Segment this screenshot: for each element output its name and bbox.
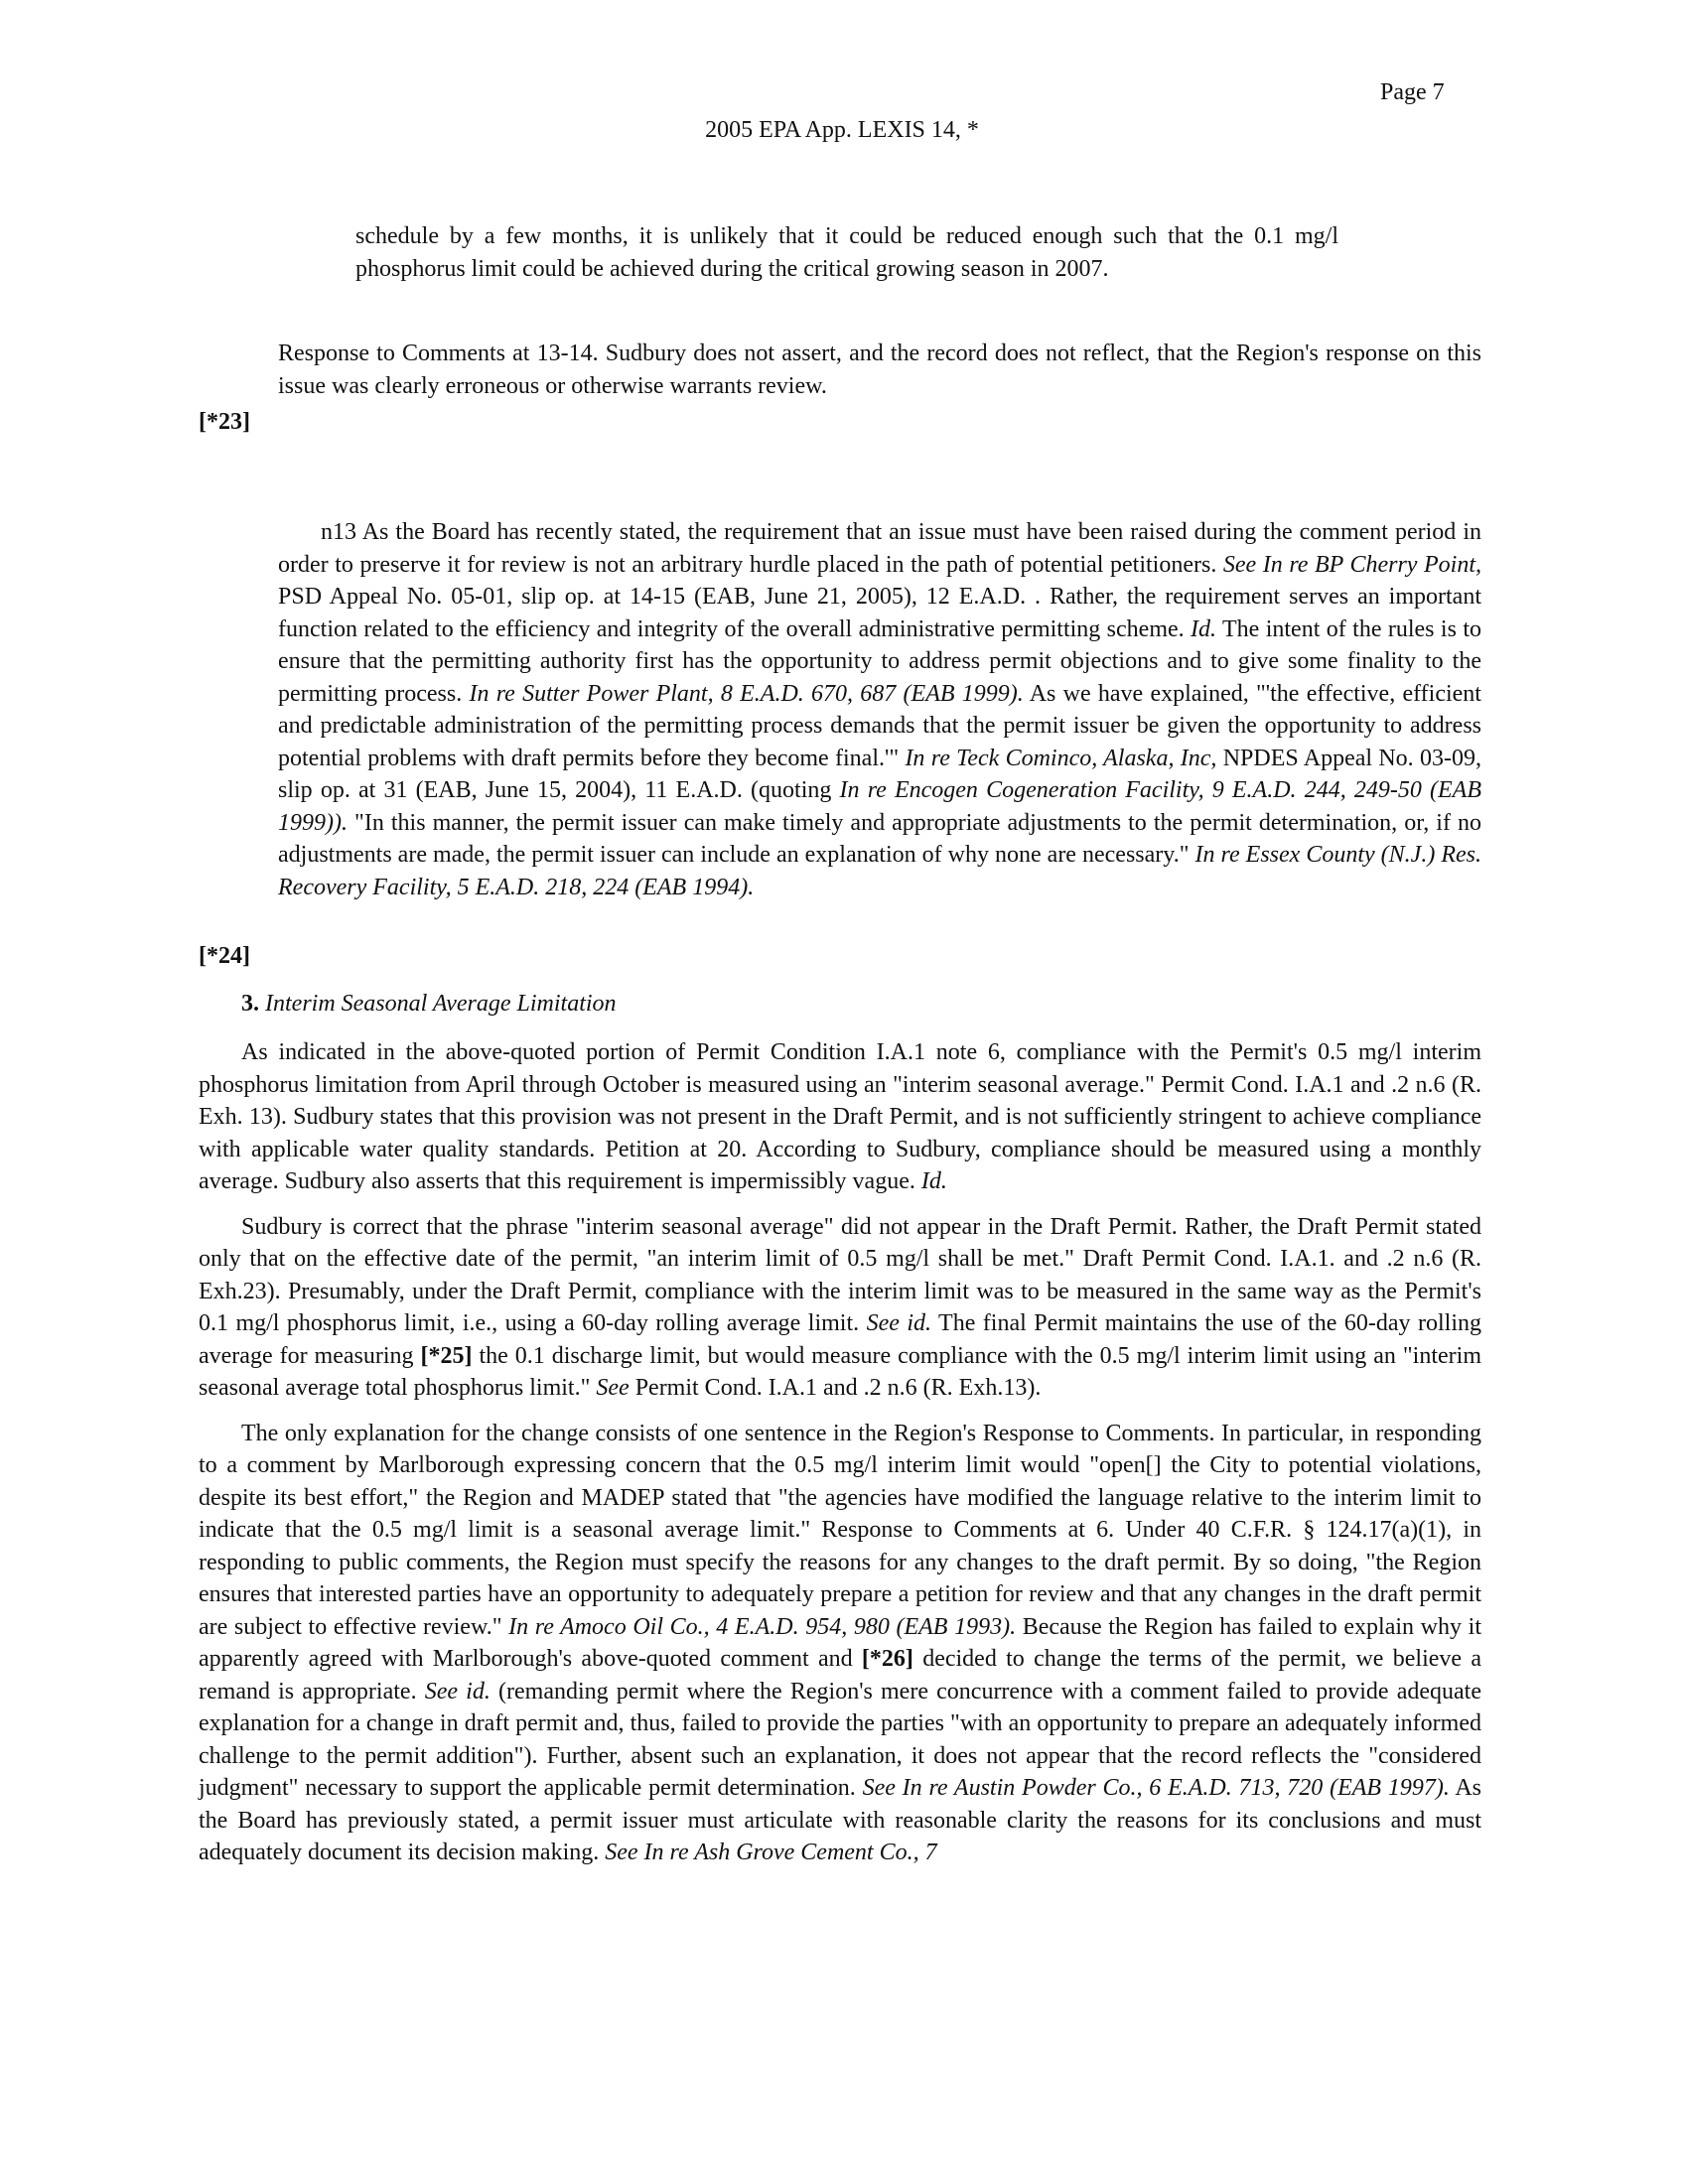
paragraph-3: The only explanation for the change consists of one sentence in the Region's Response to Comments. In particular, in responding to a comment by Marlborough expressing concern that the 0.5 mg/l interim limit would "open[] the City to potential violations, despite its best effort," the Region and MADEP stated that "the agencies have modified the language relative to the interim limit to indicate that the 0.5 mg/l limit is a seasonal average limit." Response to Comments at 6. Under 40 C.F.R. § 124.17(a)(1), in responding to public comments, the Region must specify the reasons for any changes to the draft permit. By so doing, "the Region ensures that interested parties have an opportunity to adequately prepare a petition for review and that any changes in the draft permit are subject to effective review." In re Amoco Oil Co., 4 E.A.D. 954, 980 (EAB 1993). Because the Region has failed to explain why it apparently agreed with Marlborough's above-quoted comment and [*26] decided to change the terms of the permit, we believe a remand is appropriate. See id. (remanding permit where the Region's mere concurrence with a comment failed to provide adequate explanation for a change in draft permit and, thus, failed to provide the parties "with an opportunity to prepare an adequately informed challenge to the permit addition"). Further, absent such an explanation, it does not appear that the record reflects the "considered judgment" necessary to support the applicable permit determination. See In re Austin Powder Co., 6 E.A.D. 713, 720 (EAB 1997). As the Board has previously stated, a permit issuer must articulate with reasonable clarity the reasons for its conclusions and must adequately document its decision making. See In re Ash Grove Cement Co., 7: [199, 1420, 1481, 1865]
response-paragraph: [278, 338, 1481, 402]
footnote-text: n13 As the Board has recently stated, the requirement that an issue must have been raised during the comment period in order to preserve it for review is not an arbitrary hurdle placed in the path of potential petitioners. See In re BP Cherry Point, PSD Appeal No. 05-01, slip op. at 14-15 (EAB, June 21, 2005), 12 E.A.D. . Rather, the requirement serves an important function related to the efficiency and integrity of the overall administrative permitting scheme. Id. The intent of the rules is to ensure that the permitting authority first has the opportunity to address permit objections and to give some finality to the permitting process. In re Sutter Power Plant, 8 E.A.D. 670, 687 (EAB 1999). As we have explained, "'the effective, efficient and predictable administration of the permitting process demands that the permit issuer be given the opportunity to address potential problems with draft permits before they become final.'" In re Teck Cominco, Alaska, Inc, NPDES Appeal No. 03-09, slip op. at 31 (EAB, June 15, 2004), 11 E.A.D. (quoting In re Encogen Cogeneration Facility, 9 E.A.D. 244, 249-50 (EAB 1999)). "In this manner, the permit issuer can make timely and appropriate adjustments to the permit determination, or, if no adjustments are made, the permit issuer can include an explanation of why none are necessary." In re Essex County (N.J.) Res. Recovery Facility, 5 E.A.D. 218, 224 (EAB 1994).: [278, 519, 1482, 900]
section-number: 3.: [241, 991, 259, 1017]
section-heading: [241, 991, 617, 1018]
star-page-26: [*26]: [861, 1646, 913, 1672]
page-citation-header: 2005 EPA App. LEXIS 14, *: [705, 117, 979, 143]
footnote-n13: [278, 516, 1481, 903]
paragraph-2: Sudbury is correct that the phrase "interim seasonal average" did not appear in the Draft Permit. Rather, the Draft Permit stated only that on the effective date of the permit, "an interim limit of 0.5 mg/l shall be met." Draft Permit Cond. I.A.1. and .2 n.6 (R. Exh.23). Presumably, under the Draft Permit, compliance with the interim limit was to be measured in the same way as the Permit's 0.1 mg/l phosphorus limit, i.e., using a 60-day rolling average limit. See id. The final Permit maintains the use of the 60-day rolling average for measuring [*25] the 0.1 discharge limit, but would measure compliance with the 0.5 mg/l interim limit using an "interim seasonal average total phosphorus limit." See Permit Cond. I.A.1 and .2 n.6 (R. Exh.13).: [199, 1213, 1481, 1401]
response-text: Response to Comments at 13-14. Sudbury does not assert, and the record does not reflect, that the Region's response on this issue was clearly erroneous or otherwise warrants review.: [278, 341, 1481, 399]
quote-block: [355, 220, 1338, 285]
page-number: Page 7: [1380, 79, 1445, 105]
star-page-25: [*25]: [420, 1342, 473, 1369]
section-title: Interim Seasonal Average Limitation: [265, 991, 617, 1017]
quote-text: schedule by a few months, it is unlikely that it could be reduced enough such that the 0.1 mg/l phosphorus limit could be achieved during the critical growing season in 2007.: [355, 223, 1338, 282]
star-page-24: [*24]: [199, 943, 250, 969]
body-text: [199, 1036, 1481, 1869]
paragraph-1: As indicated in the above-quoted portion of Permit Condition I.A.1 note 6, compliance with the Permit's 0.5 mg/l interim phosphorus limitation from April through October is measured using an "interim seasonal average." Permit Cond. I.A.1 and .2 n.6 (R. Exh. 13). Sudbury states that this provision was not present in the Draft Permit, and is not sufficiently stringent to achieve compliance with applicable water quality standards. Petition at 20. According to Sudbury, compliance should be measured using a monthly average. Sudbury also asserts that this requirement is impermissibly vague. Id.: [199, 1039, 1481, 1194]
star-page-23: [*23]: [199, 409, 250, 435]
